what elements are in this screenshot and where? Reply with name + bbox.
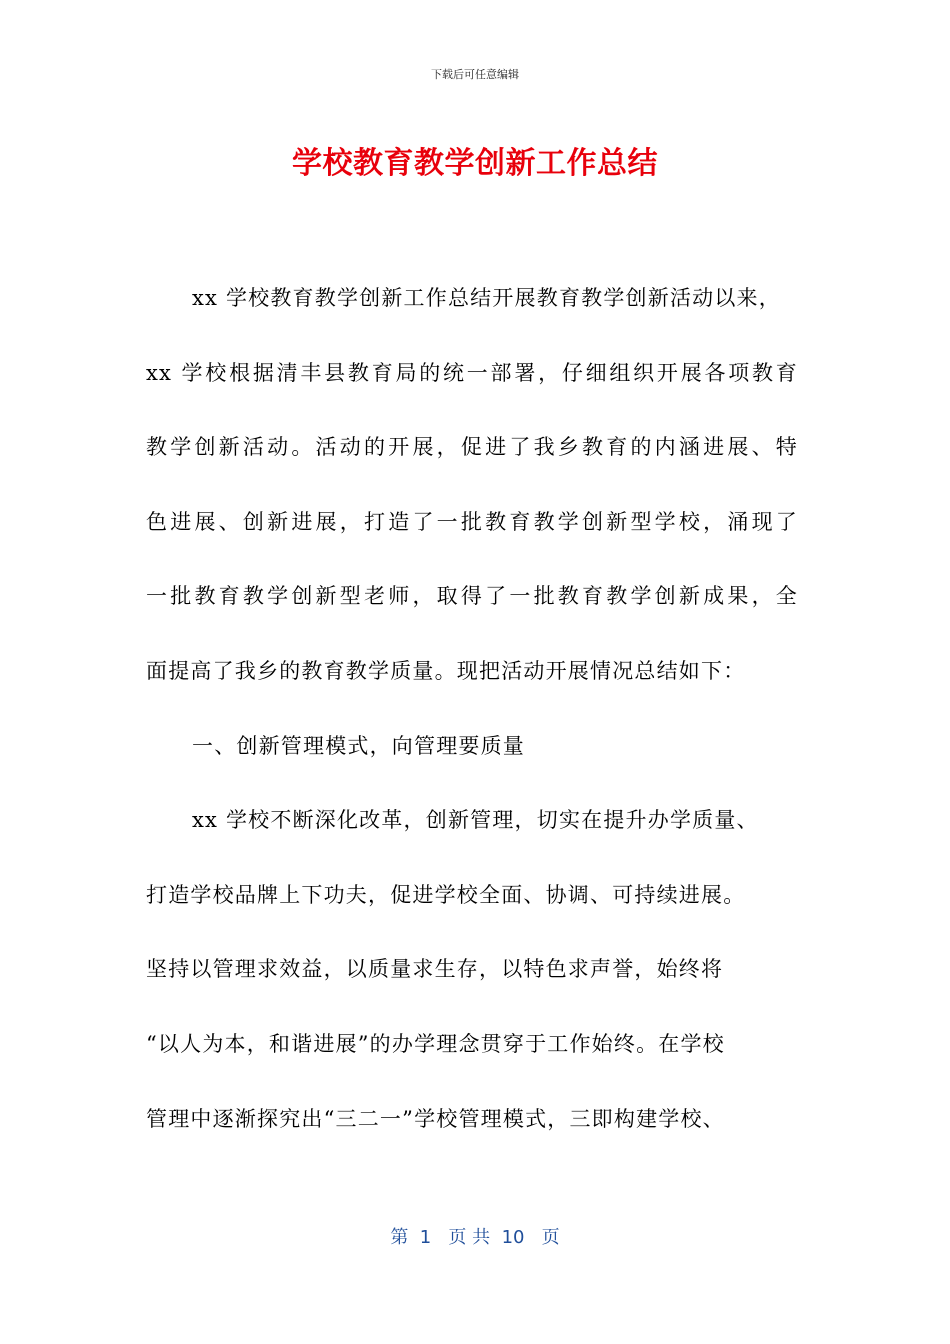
paragraph-line: “以人为本，和谐进展”的办学理念贯穿于工作始终。在学校	[146, 1031, 725, 1056]
paragraph-line: 色进展、创新进展，打造了一批教育教学创新型学校，涌现了	[146, 509, 798, 534]
paragraph-line: 打造学校品牌上下功夫，促进学校全面、协调、可持续进展。	[146, 882, 746, 907]
paragraph-line: xx 学校不断深化改革，创新管理，切实在提升办学质量、	[192, 808, 759, 833]
paragraph-line: 一批教育教学创新型老师，取得了一批教育教学创新成果，全	[146, 584, 798, 609]
header-note: 下载后可任意编辑	[431, 68, 519, 81]
paragraph-line: 坚持以管理求效益，以质量求生存，以特色求声誉，始终将	[146, 957, 724, 982]
document-body	[146, 275, 798, 1170]
paragraph-line: 教学创新活动。活动的开展，促进了我乡教育的内涵进展、特	[146, 435, 798, 460]
paragraph-line: 面提高了我乡的教育教学质量。现把活动开展情况总结如下：	[146, 658, 746, 683]
document-title: 学校教育教学创新工作总结	[292, 146, 658, 181]
paragraph-line: xx 学校教育教学创新工作总结开展教育教学创新活动以来，	[192, 286, 781, 310]
section-heading: 一、创新管理模式，向管理要质量	[192, 733, 525, 758]
page-number-footer: 第 1 页 共 10 页	[390, 1227, 560, 1248]
paragraph-line: 管理中逐渐探究出“三二一”学校管理模式，三即构建学校、	[146, 1106, 725, 1131]
paragraph-line: xx 学校根据清丰县教育局的统一部署，仔细组织开展各项教育	[146, 360, 798, 385]
